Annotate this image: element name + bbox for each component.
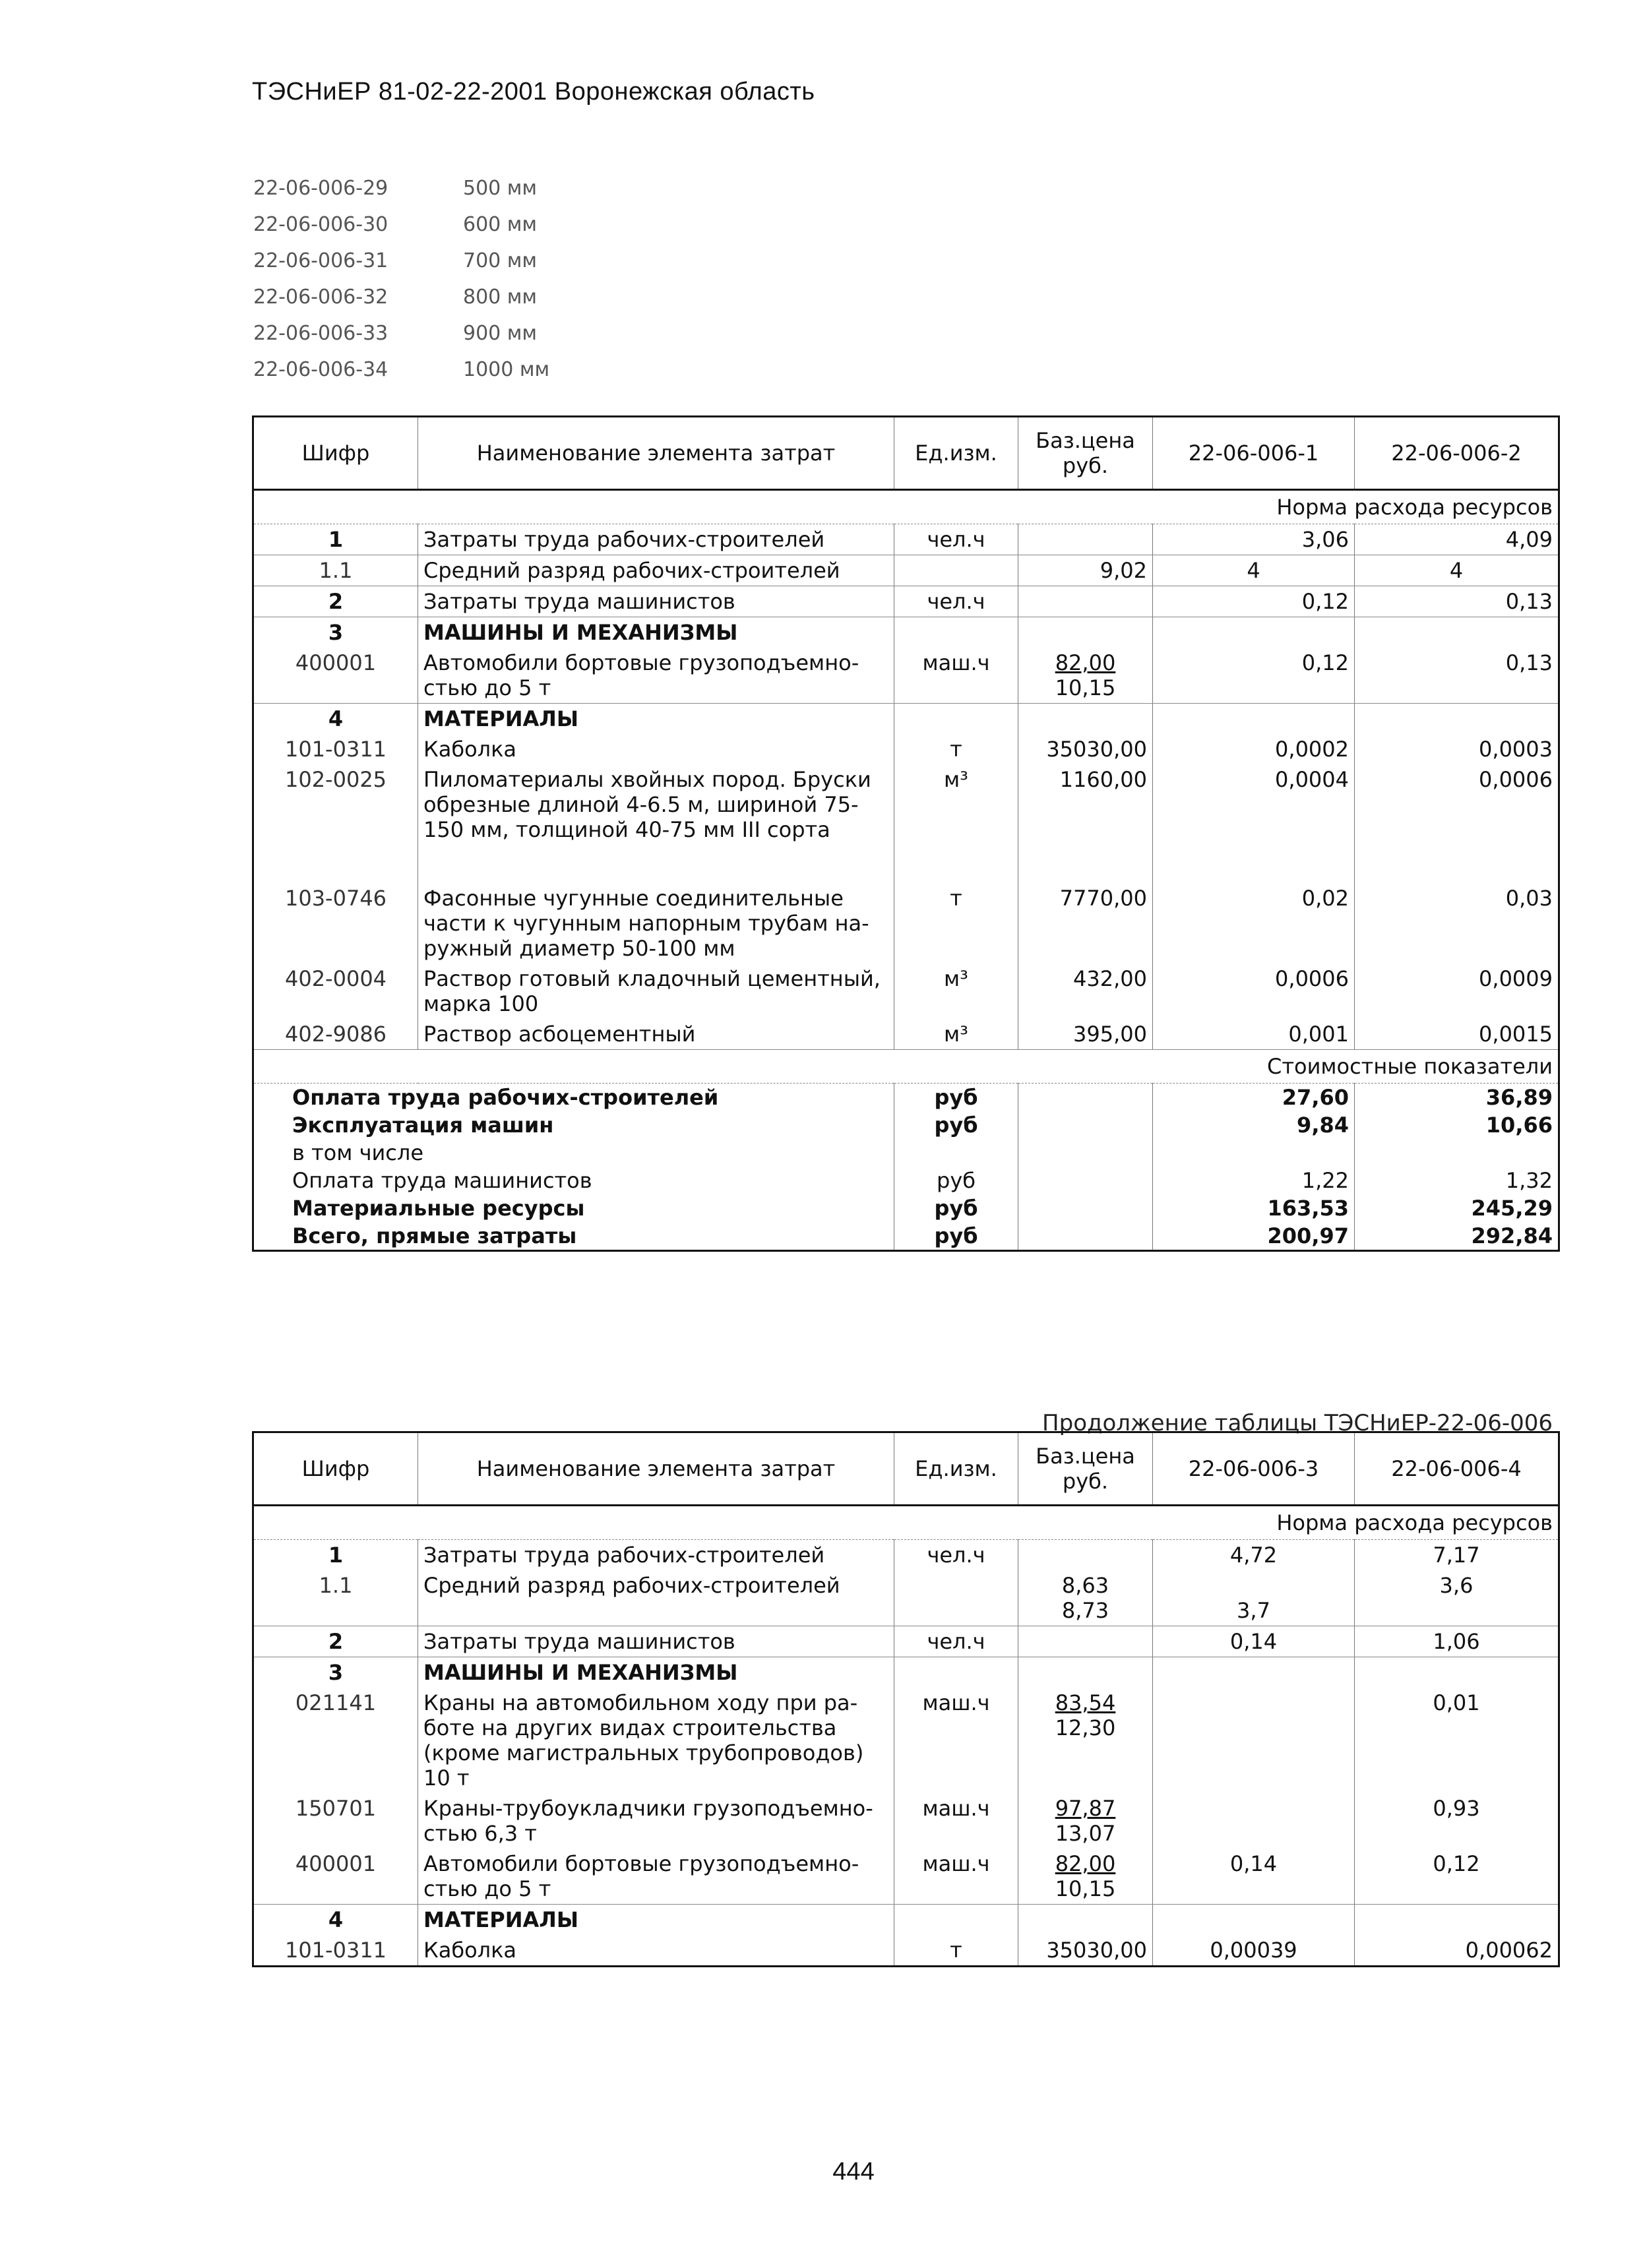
row-value-2: 0,12	[1355, 1849, 1559, 1905]
table-row	[253, 617, 1559, 648]
row-unit: маш.ч	[894, 1849, 1018, 1905]
code-list-item	[253, 177, 623, 213]
resource-table-1	[252, 415, 1560, 1252]
row-code: 1.1	[253, 1570, 418, 1626]
page-header: ТЭСНиЕР 81-02-22-2001 Воронежская область	[252, 78, 815, 106]
row-value-2: 0,0015	[1355, 1019, 1559, 1050]
row-unit: чел.ч	[894, 586, 1018, 617]
cost-label: в том числе	[292, 1140, 423, 1165]
row-name: МАШИНЫ И МЕХАНИЗМЫ	[418, 1657, 894, 1688]
row-unit: чел.ч	[894, 1540, 1018, 1571]
row-code: 4	[328, 1907, 344, 1932]
row-name: Краны-трубоукладчики грузоподъемно-стью 6,3 т	[418, 1793, 894, 1849]
header-col-2: 22-06-006-2	[1355, 417, 1559, 490]
header-col-1: 22-06-006-1	[1153, 417, 1355, 490]
cost-value-1: 200,97	[1153, 1222, 1355, 1251]
row-value-2: 3,6	[1355, 1570, 1559, 1626]
cost-row	[253, 1167, 1559, 1194]
table-row	[253, 1905, 1559, 1936]
continuation-caption: Продолжение таблицы ТЭСНиЕР-22-06-006	[1042, 1410, 1553, 1436]
row-code: 103-0746	[284, 886, 387, 911]
header-col-3: 22-06-006-3	[1153, 1432, 1355, 1506]
code-list-item	[253, 213, 623, 249]
header-price: Баз.цена руб.	[1018, 1432, 1153, 1506]
row-code: 1.1	[253, 555, 418, 586]
row-name: Каболка	[418, 1935, 894, 1967]
table-row	[253, 964, 1559, 1019]
row-value-2: 0,01	[1355, 1688, 1559, 1793]
row-value-2: 0,00062	[1355, 1935, 1559, 1967]
row-value-2: 4,09	[1355, 524, 1559, 555]
table-row	[253, 1657, 1559, 1688]
row-name: Пиломатериалы хвойных пород. Бруски обрезные длиной 4-6.5 м, шириной 75-150 мм, толщиной 40-75 мм III сорта	[418, 764, 894, 883]
table-header-row	[253, 417, 1559, 490]
row-name: Средний разряд рабочих-строителей	[418, 555, 894, 586]
row-value-2: 0,0009	[1355, 964, 1559, 1019]
cost-unit: руб	[894, 1222, 1018, 1251]
code-list-code: 22-06-006-32	[253, 286, 388, 309]
row-name: Автомобили бортовые грузоподъемно-стью до 5 т	[418, 1849, 894, 1905]
cost-row	[253, 1194, 1559, 1222]
cost-label: Оплата труда рабочих-строителей	[292, 1085, 719, 1110]
resource-table-2	[252, 1431, 1560, 1967]
cost-value-1: 27,60	[1153, 1084, 1355, 1112]
cost-value-1: 9,84	[1153, 1111, 1355, 1139]
row-name: Автомобили бортовые грузоподъемно-стью до 5 т	[418, 648, 894, 704]
row-price	[1018, 1793, 1153, 1849]
row-price-main: 82,00	[1055, 1851, 1116, 1876]
row-price: 7770,00	[1018, 883, 1153, 964]
row-value-1: 0,00039	[1153, 1935, 1355, 1967]
row-price	[1018, 1688, 1153, 1793]
cost-label: Всего, прямые затраты	[292, 1223, 577, 1248]
code-list-item	[253, 249, 623, 286]
row-name: Краны на автомобильном ходу при ра-боте на других видах строительства (кроме магистральных трубопроводов) 10 т	[418, 1688, 894, 1793]
row-name: Раствор асбоцементный	[418, 1019, 894, 1050]
row-value-1: 4	[1153, 555, 1355, 586]
row-price: 9,02	[1018, 555, 1153, 586]
row-value-1: 0,0004	[1153, 764, 1355, 883]
code-list-item	[253, 322, 623, 358]
cost-unit: руб	[894, 1111, 1018, 1139]
row-value-1: 4,72	[1153, 1540, 1355, 1571]
section-norm-label: Норма расхода ресурсов	[253, 1506, 1559, 1540]
row-value-1: 3,06	[1153, 524, 1355, 555]
code-list-size: 600 мм	[463, 213, 538, 236]
row-name: МАТЕРИАЛЫ	[418, 704, 894, 735]
code-list-code: 22-06-006-30	[253, 213, 388, 236]
row-code: 1	[253, 524, 418, 555]
cost-row	[253, 1222, 1559, 1251]
row-code: 402-0004	[284, 966, 387, 991]
row-code: 402-9086	[253, 1019, 418, 1050]
row-price-main: 97,87	[1055, 1796, 1116, 1821]
row-value-2: 0,0006	[1355, 764, 1559, 883]
section-norm-row	[253, 1506, 1559, 1540]
cost-label: Эксплуатация машин	[292, 1113, 554, 1138]
row-value-2: 4	[1355, 555, 1559, 586]
row-price	[1018, 1626, 1153, 1657]
row-name: Затраты труда машинистов	[418, 1626, 894, 1657]
row-value-1: 0,14	[1153, 1849, 1355, 1905]
row-value-2: 0,03	[1355, 883, 1559, 964]
table-row	[253, 1793, 1559, 1849]
row-code: 1	[328, 1543, 344, 1568]
section-norm-row	[253, 490, 1559, 524]
cost-unit: руб	[894, 1194, 1018, 1222]
cost-value-2: 292,84	[1355, 1222, 1559, 1251]
table-row	[253, 734, 1559, 764]
row-value-1: 0,0006	[1153, 964, 1355, 1019]
row-price-main: 83,54	[1055, 1690, 1116, 1715]
row-price-main: 8,63	[1061, 1573, 1109, 1598]
cost-row	[253, 1084, 1559, 1112]
cost-unit: руб	[894, 1167, 1018, 1194]
row-unit: т	[894, 1935, 1018, 1967]
page-number: 444	[832, 2158, 875, 2186]
row-unit: м³	[894, 764, 1018, 883]
cost-value-2: 1,32	[1355, 1167, 1559, 1194]
cost-unit: руб	[894, 1084, 1018, 1112]
table-row	[253, 1849, 1559, 1905]
row-value-1: 0,0002	[1153, 734, 1355, 764]
row-code: 2	[253, 586, 418, 617]
row-price: 395,00	[1018, 1019, 1153, 1050]
row-name: Фасонные чугунные соединительные части к чугунным напорным трубам на-ружный диаметр 50-100 мм	[418, 883, 894, 964]
table-row	[253, 764, 1559, 883]
row-value-2: 0,13	[1355, 586, 1559, 617]
row-code: 400001	[253, 1849, 418, 1905]
row-value-1: 0,12	[1153, 648, 1355, 704]
row-value-2: 7,17	[1355, 1540, 1559, 1571]
header-unit: Ед.изм.	[894, 417, 1018, 490]
table-row	[253, 883, 1559, 964]
row-name: Затраты труда рабочих-строителей	[418, 1540, 894, 1571]
row-code: 101-0311	[284, 737, 387, 762]
code-list-item	[253, 358, 623, 394]
code-list-code: 22-06-006-29	[253, 177, 388, 200]
row-value-1-sub: 3,7	[1237, 1598, 1270, 1623]
row-name: Каболка	[418, 734, 894, 764]
header-price: Баз.цена руб.	[1018, 417, 1153, 490]
row-price-sub: 10,15	[1055, 675, 1116, 700]
table-row	[253, 1688, 1559, 1793]
row-value-1	[1153, 1688, 1355, 1793]
row-price	[1018, 524, 1153, 555]
row-unit: чел.ч	[894, 524, 1018, 555]
code-list-size: 1000 мм	[463, 358, 550, 381]
row-value-2: 1,06	[1355, 1626, 1559, 1657]
row-price: 35030,00	[1018, 1935, 1153, 1967]
table-header-row	[253, 1432, 1559, 1506]
code-list-size: 900 мм	[463, 322, 538, 345]
row-unit: т	[894, 734, 1018, 764]
row-value-1	[1153, 1793, 1355, 1849]
row-unit	[894, 1570, 1018, 1626]
row-name: Раствор готовый кладочный цементный, марка 100	[418, 964, 894, 1019]
cost-value-2: 36,89	[1355, 1084, 1559, 1112]
cost-value-2: 245,29	[1355, 1194, 1559, 1222]
row-price-main: 82,00	[1055, 650, 1116, 675]
cost-label: Материальные ресурсы	[292, 1196, 585, 1221]
row-name: МАШИНЫ И МЕХАНИЗМЫ	[418, 617, 894, 648]
row-price-sub: 13,07	[1055, 1821, 1116, 1846]
cost-value-1: 163,53	[1153, 1194, 1355, 1222]
cost-value-2: 10,66	[1355, 1111, 1559, 1139]
row-value-1: 0,12	[1153, 586, 1355, 617]
row-code: 102-0025	[284, 767, 387, 792]
row-price-sub: 12,30	[1055, 1715, 1116, 1740]
row-price	[1018, 1570, 1153, 1626]
code-list-size: 500 мм	[463, 177, 538, 200]
row-value-1: 0,001	[1153, 1019, 1355, 1050]
row-value-2: 0,0003	[1355, 734, 1559, 764]
table-row	[253, 1935, 1559, 1967]
row-price	[1018, 586, 1153, 617]
table-row	[253, 1626, 1559, 1657]
table-row	[253, 1019, 1559, 1050]
row-price: 35030,00	[1018, 734, 1153, 764]
section-norm-label: Норма расхода ресурсов	[253, 490, 1559, 524]
table-row	[253, 704, 1559, 735]
code-list-code: 22-06-006-34	[253, 358, 388, 381]
code-list-code: 22-06-006-33	[253, 322, 388, 345]
header-name: Наименование элемента затрат	[418, 1432, 894, 1506]
cost-row	[253, 1139, 1559, 1167]
row-name: Затраты труда машинистов	[418, 586, 894, 617]
row-name: МАТЕРИАЛЫ	[418, 1905, 894, 1936]
header-code: Шифр	[253, 1432, 418, 1506]
row-code: 021141	[295, 1690, 377, 1715]
row-value-1: 0,14	[1153, 1626, 1355, 1657]
header-unit: Ед.изм.	[894, 1432, 1018, 1506]
row-unit: маш.ч	[894, 648, 1018, 704]
row-value-2: 0,13	[1355, 648, 1559, 704]
row-code: 4	[328, 706, 344, 731]
code-list	[253, 177, 623, 394]
section-cost-label: Стоимостные показатели	[253, 1050, 1559, 1084]
table-row	[253, 555, 1559, 586]
row-code: 3	[328, 620, 344, 645]
table-row	[253, 524, 1559, 555]
row-unit	[894, 555, 1018, 586]
row-price	[1018, 1540, 1153, 1571]
cost-label: Оплата труда машинистов	[292, 1168, 592, 1193]
row-price	[1018, 1849, 1153, 1905]
row-value-2: 0,93	[1355, 1793, 1559, 1849]
header-name: Наименование элемента затрат	[418, 417, 894, 490]
row-code: 3	[328, 1660, 344, 1685]
row-name: Средний разряд рабочих-строителей	[418, 1570, 894, 1626]
row-price: 432,00	[1018, 964, 1153, 1019]
row-price-sub: 10,15	[1055, 1876, 1116, 1901]
table-row	[253, 1540, 1559, 1571]
code-list-item	[253, 286, 623, 322]
row-unit: м³	[894, 1019, 1018, 1050]
table-row	[253, 1570, 1559, 1626]
row-code: 2	[253, 1626, 418, 1657]
row-unit: м³	[894, 964, 1018, 1019]
header-code: Шифр	[253, 417, 418, 490]
row-code: 400001	[253, 648, 418, 704]
row-unit: маш.ч	[894, 1688, 1018, 1793]
row-unit: чел.ч	[894, 1626, 1018, 1657]
cost-row	[253, 1111, 1559, 1139]
row-value-1: 0,02	[1153, 883, 1355, 964]
row-price	[1018, 648, 1153, 704]
row-code: 101-0311	[284, 1938, 387, 1963]
header-col-4: 22-06-006-4	[1355, 1432, 1559, 1506]
cost-value-1: 1,22	[1153, 1167, 1355, 1194]
row-name: Затраты труда рабочих-строителей	[418, 524, 894, 555]
code-list-code: 22-06-006-31	[253, 249, 388, 272]
section-cost-row	[253, 1050, 1559, 1084]
code-list-size: 700 мм	[463, 249, 538, 272]
row-price: 1160,00	[1018, 764, 1153, 883]
table-row	[253, 648, 1559, 704]
row-unit: маш.ч	[894, 1793, 1018, 1849]
row-code: 150701	[295, 1796, 377, 1821]
row-value-1	[1153, 1570, 1355, 1626]
table-row	[253, 586, 1559, 617]
row-price-sub: 8,73	[1061, 1598, 1109, 1623]
row-unit: т	[894, 883, 1018, 964]
code-list-size: 800 мм	[463, 286, 538, 309]
